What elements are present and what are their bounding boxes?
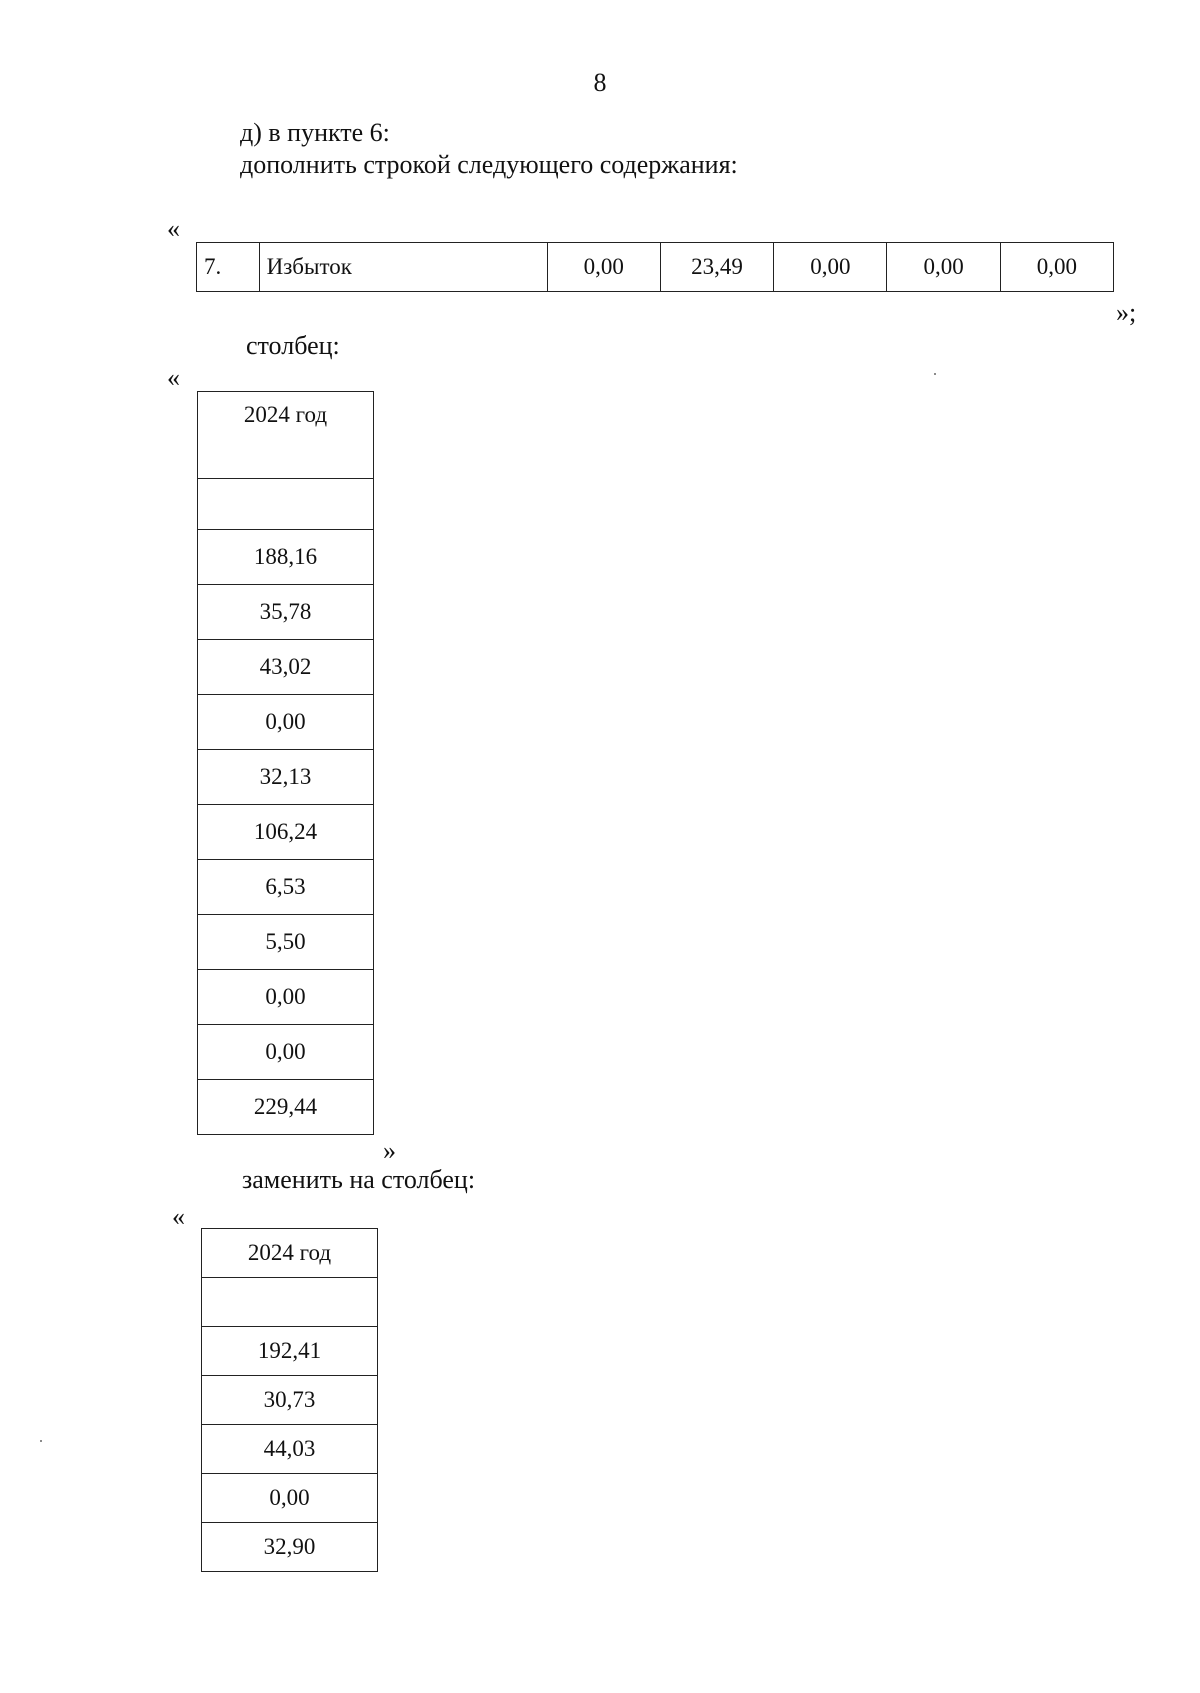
table-row (198, 585, 374, 640)
added-row-table (196, 242, 1114, 292)
table-row (202, 1327, 378, 1376)
table-row (202, 1474, 378, 1523)
row-value-cell: 23,49 (660, 243, 773, 292)
table-row (202, 1425, 378, 1474)
scan-speck (40, 1440, 42, 1442)
column-cell (198, 479, 374, 530)
close-quote-old-column: » (383, 1136, 396, 1165)
table-row (198, 860, 374, 915)
table-row (202, 1278, 378, 1327)
column-label: столбец: (246, 331, 340, 360)
open-quote-new-column: « (172, 1202, 185, 1231)
table-row (198, 750, 374, 805)
column-cell: 44,03 (202, 1425, 378, 1474)
row-value-cell: 0,00 (1000, 243, 1113, 292)
column-cell: 6,53 (198, 860, 374, 915)
table-row (202, 1523, 378, 1572)
column-cell: 0,00 (198, 695, 374, 750)
column-cell: 192,41 (202, 1327, 378, 1376)
table-row (198, 640, 374, 695)
table-row (198, 530, 374, 585)
table-row (198, 1080, 374, 1135)
section-d-line-1: д) в пункте 6: (240, 118, 390, 147)
row-value-cell: 0,00 (887, 243, 1000, 292)
column-cell: 35,78 (198, 585, 374, 640)
row-number-cell: 7. (197, 243, 260, 292)
row-value-cell: 0,00 (774, 243, 887, 292)
table-row (197, 243, 1114, 292)
column-cell: 43,02 (198, 640, 374, 695)
close-quote-row: »; (1116, 298, 1137, 327)
table-row (202, 1376, 378, 1425)
table-row (198, 805, 374, 860)
column-cell: 229,44 (198, 1080, 374, 1135)
page-number: 8 (593, 68, 607, 97)
column-header-cell: 2024 год (202, 1229, 378, 1278)
table-row (198, 695, 374, 750)
replace-label: заменить на столбец: (242, 1165, 476, 1194)
open-quote-row: « (167, 214, 180, 243)
new-column-table (201, 1228, 378, 1572)
column-header-cell: 2024 год (198, 392, 374, 479)
column-cell: 188,16 (198, 530, 374, 585)
section-d-line-2: дополнить строкой следующего содержания: (240, 150, 738, 179)
table-row (198, 970, 374, 1025)
column-cell: 32,13 (198, 750, 374, 805)
column-cell: 0,00 (198, 1025, 374, 1080)
scan-speck (934, 373, 936, 375)
open-quote-old-column: « (167, 363, 180, 392)
row-value-cell: 0,00 (547, 243, 660, 292)
column-cell: 106,24 (198, 805, 374, 860)
old-column-table (197, 391, 374, 1135)
column-cell (202, 1278, 378, 1327)
table-row (202, 1229, 378, 1278)
row-name-cell: Избыток (259, 243, 547, 292)
column-cell: 0,00 (202, 1474, 378, 1523)
column-cell: 0,00 (198, 970, 374, 1025)
column-cell: 32,90 (202, 1523, 378, 1572)
table-row (198, 1025, 374, 1080)
column-cell: 5,50 (198, 915, 374, 970)
column-cell: 30,73 (202, 1376, 378, 1425)
table-row (198, 479, 374, 530)
table-row (198, 915, 374, 970)
table-row (198, 392, 374, 479)
